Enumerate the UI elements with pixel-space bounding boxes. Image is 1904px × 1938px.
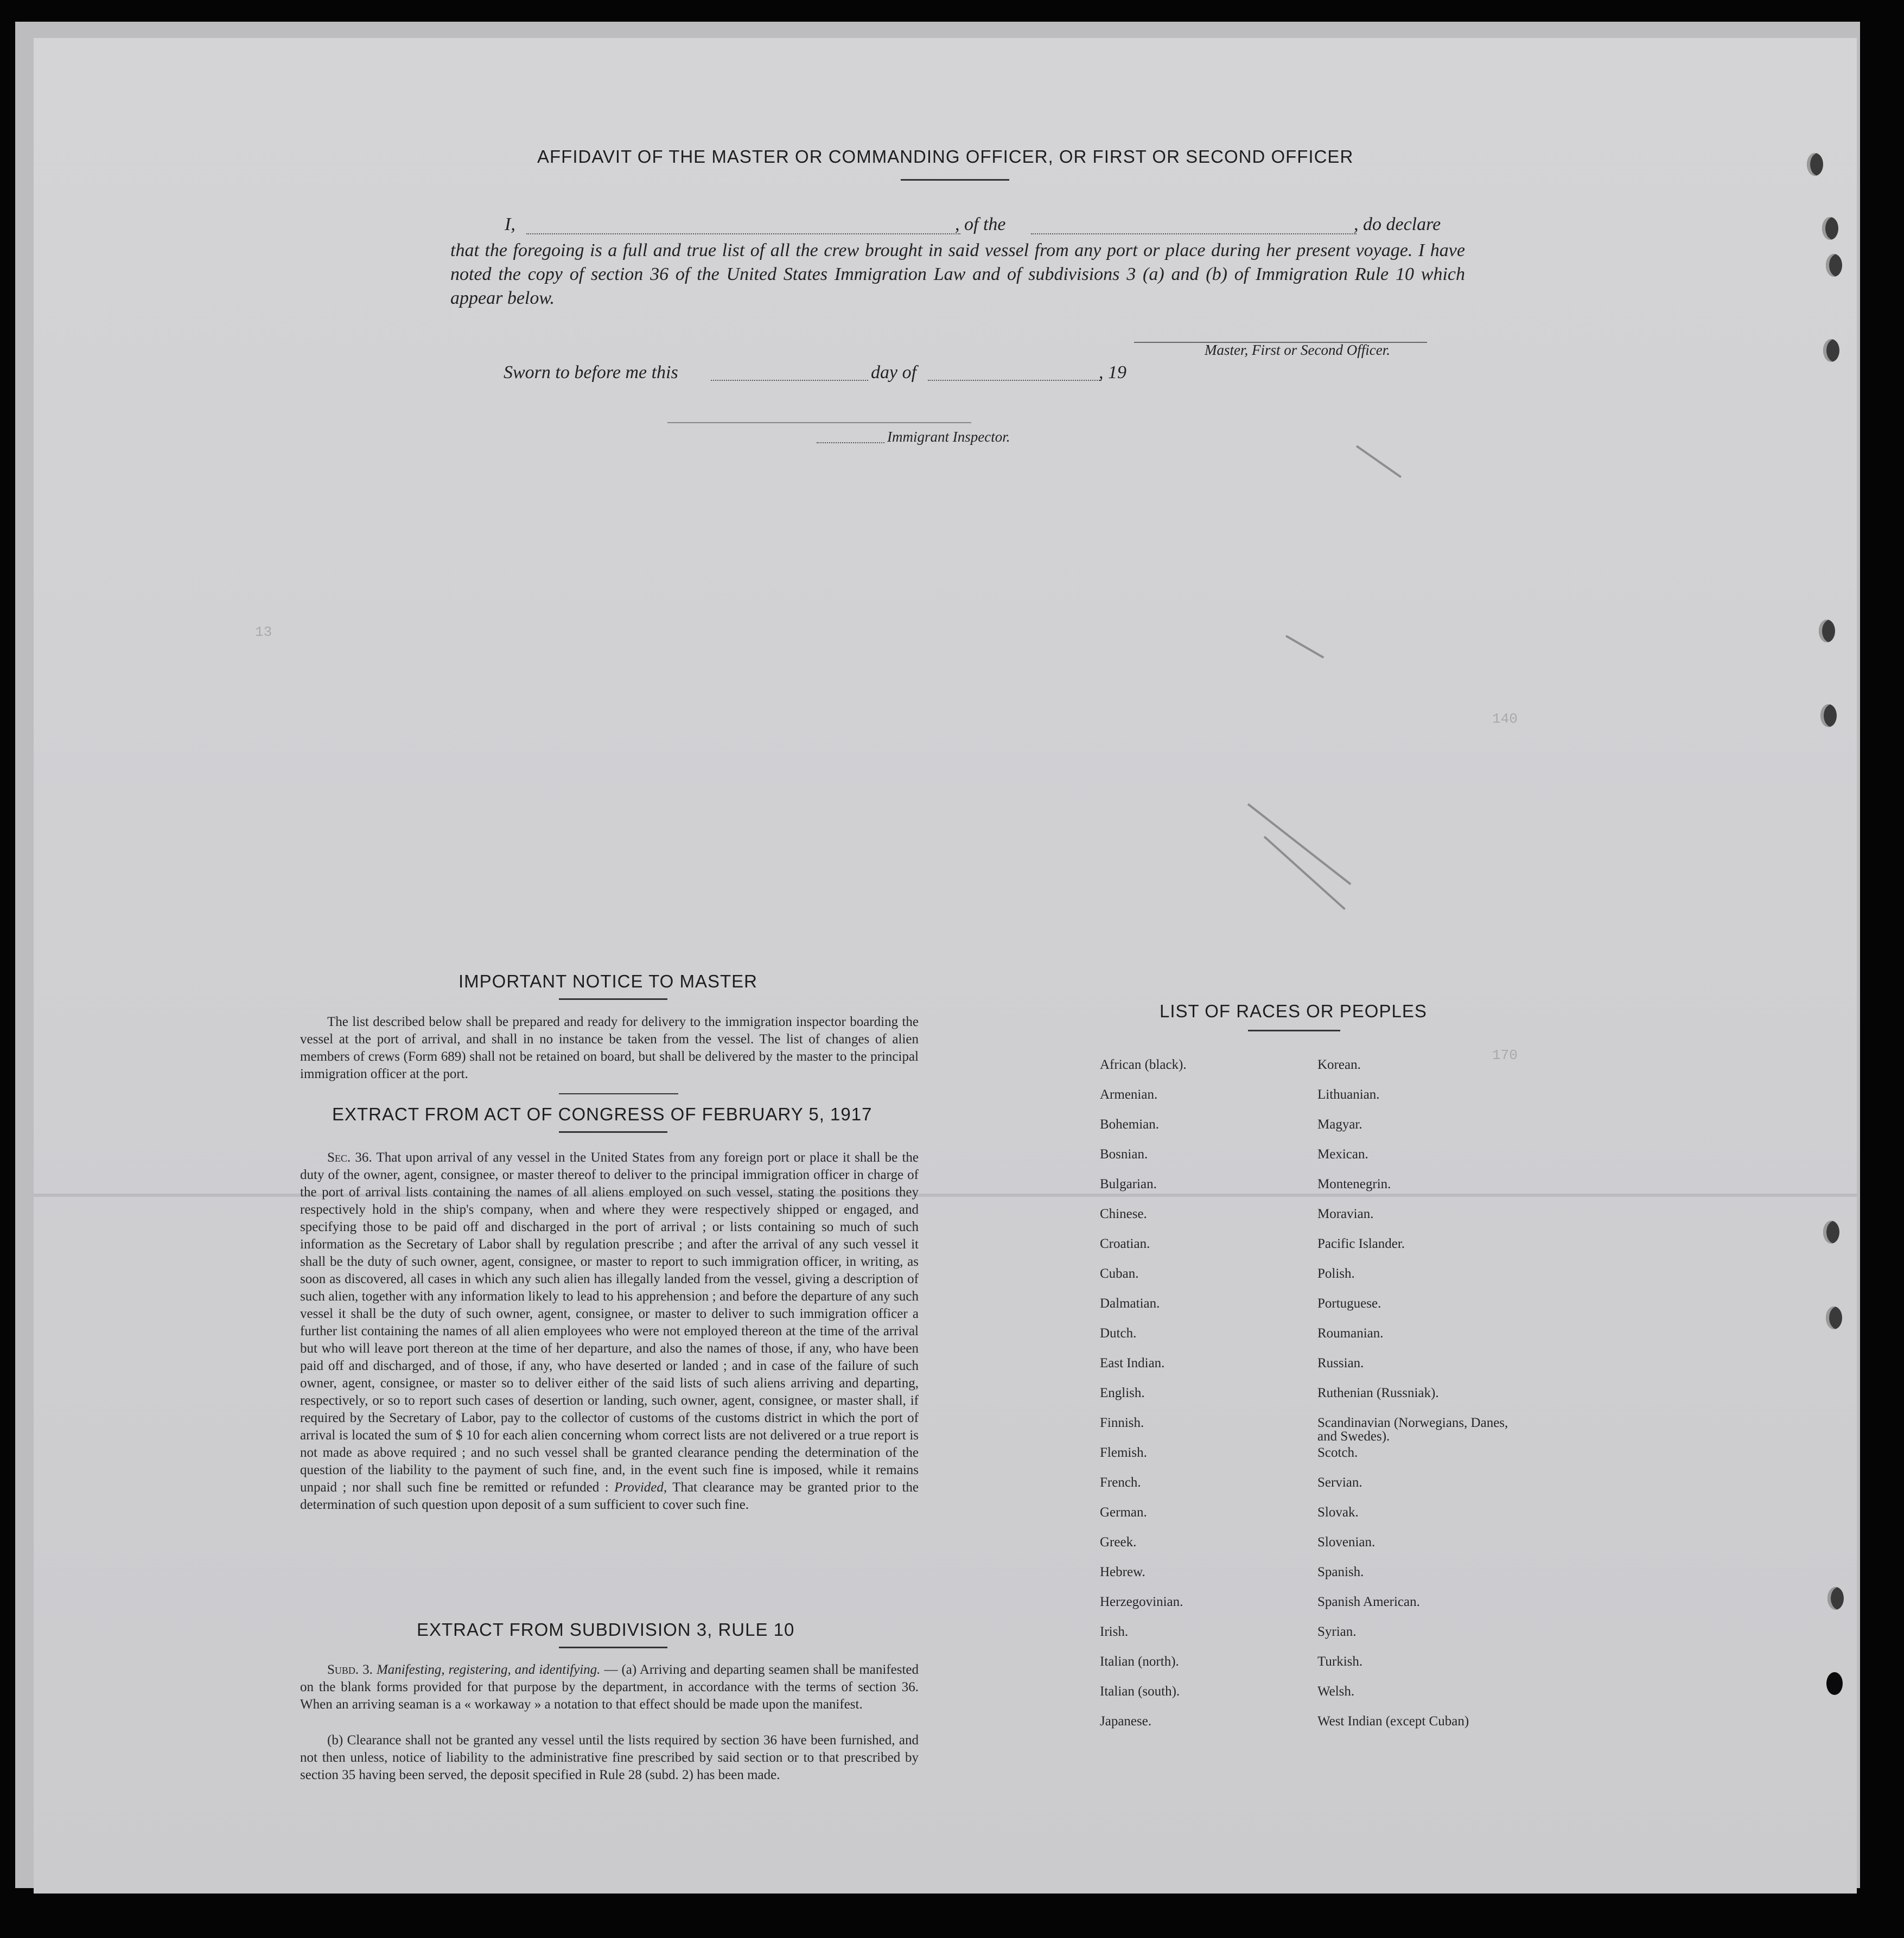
race-item: Bosnian.: [1100, 1147, 1148, 1162]
race-item: Ruthenian (Russniak).: [1317, 1386, 1439, 1400]
race-item: Lithuanian.: [1317, 1087, 1380, 1102]
race-item: Chinese.: [1100, 1207, 1147, 1221]
race-item: French.: [1100, 1475, 1141, 1490]
rule10-subd-heading: Manifesting, registering, and identifying.: [376, 1662, 601, 1677]
rule10-subd-label: Subd. 3.: [327, 1662, 373, 1677]
race-item: Syrian.: [1317, 1624, 1357, 1639]
binder-hole-icon: [1807, 153, 1823, 176]
binder-hole-icon: [1826, 1672, 1843, 1695]
sworn-month-blank[interactable]: [928, 380, 1101, 381]
name-blank-line[interactable]: [526, 233, 960, 234]
race-item: Dutch.: [1100, 1326, 1137, 1341]
binder-hole-icon: [1823, 339, 1839, 362]
affidavit-body: that the foregoing is a full and true list of all the crew brought in said vessel from any port or place during her present voyage. I have noted the copy of section 36 of the United States Immigration Law and of subdivisions 3 (a) and (b) of Immigration Rule 10 which appear below.: [450, 240, 1465, 308]
race-item: Spanish American.: [1317, 1595, 1420, 1609]
races-left-column: [1100, 1058, 1295, 1744]
race-item: Armenian.: [1100, 1087, 1158, 1102]
rule10-b-text: (b) Clearance shall not be granted any vessel until the lists required by section 36 have been furnished, and not then unless, notice of liability to the administrative fine prescribed by said section or to that prescribed by section 35 having been served, the deposit specified in Rule 28 (subd. 2) has been made.: [300, 1733, 919, 1782]
race-item: Flemish.: [1100, 1445, 1147, 1460]
race-item: Pacific Islander.: [1317, 1236, 1405, 1251]
binder-hole-icon: [1820, 704, 1837, 727]
race-item: Roumanian.: [1317, 1326, 1384, 1341]
act-proviso-label: Provided,: [614, 1480, 667, 1495]
act-body: That upon arrival of any vessel in the United States from any foreign port or place it shall be the duty of the owner, agent, consignee, or master thereof to deliver to the principal immigration officer in charge of the port of arrival lists containing the names of all aliens employed on such vessel, stating the positions they respectively hold in the ship's company, when and where they were respectively shipped or engaged, and specifying those to be paid off and discharged in the port of arrival ; or lists containing so much of such information as the Secretary of Labor shall by regulation prescribe ; and after the arrival of any such vessel it shall be the duty of such owner, agent, consignee, or master to report to such immigration officer, in writing, as soon as discovered, all cases in which any such alien has illegally landed from the vessel, giving a description of such alien, together with any information likely to lead to his apprehension ; and before the departure of any such vessel it shall be the duty of such owner, agent, consignee, or master to deliver to such immigration officer a further list containing the names of all alien employees who were not employed thereon at the time of the arrival but who will leave port thereon at the time of her departure, and also the names of those, if any, who have been paid off and discharged, and of those, if any, who have deserted or landed ; and in case of the failure of such owner, agent, consignee, or master so to deliver either of the said lists of such aliens arriving and departing, respectively, or so to report such cases of desertion or landing, such owner, agent, consignee, or master shall, if required by the Secretary of Labor, pay to the collector of customs of the customs district in which the port of arrival is located the sum of $ 10 for each alien concerning whom correct lists are not delivered or a true report is not made as above required ; and no such vessel shall be granted clearance pending the determination of the question of the liability to the payment of such fine, and, in the event such fine is imposed, while it remains unpaid ; nor shall such fine be remitted or refunded :: [300, 1150, 919, 1495]
race-item: Croatian.: [1100, 1236, 1150, 1251]
affidavit-i-label: I,: [505, 214, 515, 234]
vessel-blank-line[interactable]: [1031, 233, 1357, 234]
race-item: Welsh.: [1317, 1684, 1355, 1699]
binder-hole-icon: [1826, 1306, 1842, 1329]
sworn-day-of: day of: [871, 362, 917, 382]
binder-hole-icon: [1823, 1221, 1839, 1244]
notice-text: The list described below shall be prepared and ready for delivery to the immigration inspector boarding the vessel at the port of arrival, and shall in no instance be taken from the vessel. The list of changes of alien members of crews (Form 689) shall not be retained on board, but shall be delivered by the master to the principal immigration officer at the port.: [300, 1015, 919, 1081]
race-item: Scotch.: [1317, 1445, 1358, 1460]
binder-hole-icon: [1827, 1587, 1844, 1610]
sworn-date-blank[interactable]: [711, 380, 868, 381]
race-item: Spanish.: [1317, 1565, 1364, 1579]
race-item: Bohemian.: [1100, 1117, 1160, 1132]
document-sheet: [34, 38, 1857, 1894]
race-item: Slovak.: [1317, 1505, 1359, 1520]
race-item: Italian (north).: [1100, 1654, 1179, 1669]
notice-underline: [559, 998, 667, 1000]
rule10-a-text: [300, 1661, 919, 1713]
sworn-prefix: Sworn to before me this: [504, 362, 678, 382]
race-item: Scandinavian (Norwegians, Danes, and Swedes).: [1317, 1416, 1508, 1444]
race-item: West Indian (except Cuban): [1317, 1714, 1469, 1729]
race-item: English.: [1100, 1386, 1145, 1400]
binder-hole-icon: [1819, 620, 1835, 642]
race-item: Greek.: [1100, 1535, 1137, 1550]
race-item: Dalmatian.: [1100, 1296, 1160, 1311]
race-item: Hebrew.: [1100, 1565, 1145, 1579]
races-right-column: [1317, 1058, 1513, 1744]
race-item: Moravian.: [1317, 1207, 1374, 1221]
races-underline: [1248, 1030, 1340, 1031]
notice-title: IMPORTANT NOTICE TO MASTER: [459, 971, 758, 991]
bleed-through-number: 13: [255, 624, 272, 640]
rule10-title: EXTRACT FROM SUBDIVISION 3, RULE 10: [417, 1620, 795, 1640]
act-text: [300, 1149, 919, 1514]
act-title: EXTRACT FROM ACT OF CONGRESS OF FEBRUARY 5, 1917: [332, 1104, 873, 1124]
race-item: Herzegovinian.: [1100, 1595, 1183, 1609]
bleed-through-number: 140: [1492, 711, 1518, 727]
binder-hole-icon: [1826, 254, 1842, 277]
race-item: East Indian.: [1100, 1356, 1165, 1370]
race-item: Irish.: [1100, 1624, 1129, 1639]
affidavit-declare-label: , do declare: [1354, 214, 1441, 234]
sworn-year: , 19: [1099, 362, 1126, 382]
race-item: Magyar.: [1317, 1117, 1362, 1132]
race-item: Mexican.: [1317, 1147, 1368, 1162]
race-item: Russian.: [1317, 1356, 1364, 1370]
race-item: Japanese.: [1100, 1714, 1152, 1729]
notice-divider: [559, 1093, 678, 1094]
act-proviso-text: That clearance may be granted prior to the determination of such question upon deposit of a sum sufficient to cover such fine.: [300, 1480, 919, 1512]
title-underline: [901, 179, 1009, 181]
race-item: German.: [1100, 1505, 1147, 1520]
race-item: Turkish.: [1317, 1654, 1363, 1669]
inspector-signature-line[interactable]: [667, 422, 971, 423]
race-item: Italian (south).: [1100, 1684, 1180, 1699]
binder-hole-icon: [1822, 217, 1838, 240]
rule10-a-body: — (a) Arriving and departing seamen shall be manifested on the blank forms provided for that purpose by the department, in accordance with the terms of section 36. When an arriving seaman is a « workaway » a notation to that effect should be made upon the manifest.: [300, 1662, 919, 1712]
race-item: Cuban.: [1100, 1266, 1139, 1281]
race-item: Bulgarian.: [1100, 1177, 1157, 1191]
race-item: Slovenian.: [1317, 1535, 1376, 1550]
race-item: Korean.: [1317, 1057, 1361, 1072]
race-item: Finnish.: [1100, 1416, 1144, 1430]
inspector-dots: [817, 442, 884, 443]
affidavit-title: AFFIDAVIT OF THE MASTER OR COMMANDING OFFICER, OR FIRST OR SECOND OFFICER: [537, 146, 1354, 167]
bleed-through-number: 170: [1492, 1047, 1518, 1063]
race-item: Polish.: [1317, 1266, 1355, 1281]
rule10-underline: [559, 1647, 667, 1648]
inspector-label: Immigrant Inspector.: [887, 429, 1010, 445]
race-item: Servian.: [1317, 1475, 1362, 1490]
affidavit-of-the-label: , of the: [955, 214, 1006, 234]
act-underline: [559, 1131, 667, 1133]
race-item: Portuguese.: [1317, 1296, 1381, 1311]
races-title: LIST OF RACES OR PEOPLES: [1160, 1001, 1427, 1021]
race-item: Montenegrin.: [1317, 1177, 1391, 1191]
act-sec-label: Sec. 36.: [327, 1150, 372, 1165]
signature-label: Master, First or Second Officer.: [1205, 342, 1390, 358]
race-item: African (black).: [1100, 1057, 1187, 1072]
